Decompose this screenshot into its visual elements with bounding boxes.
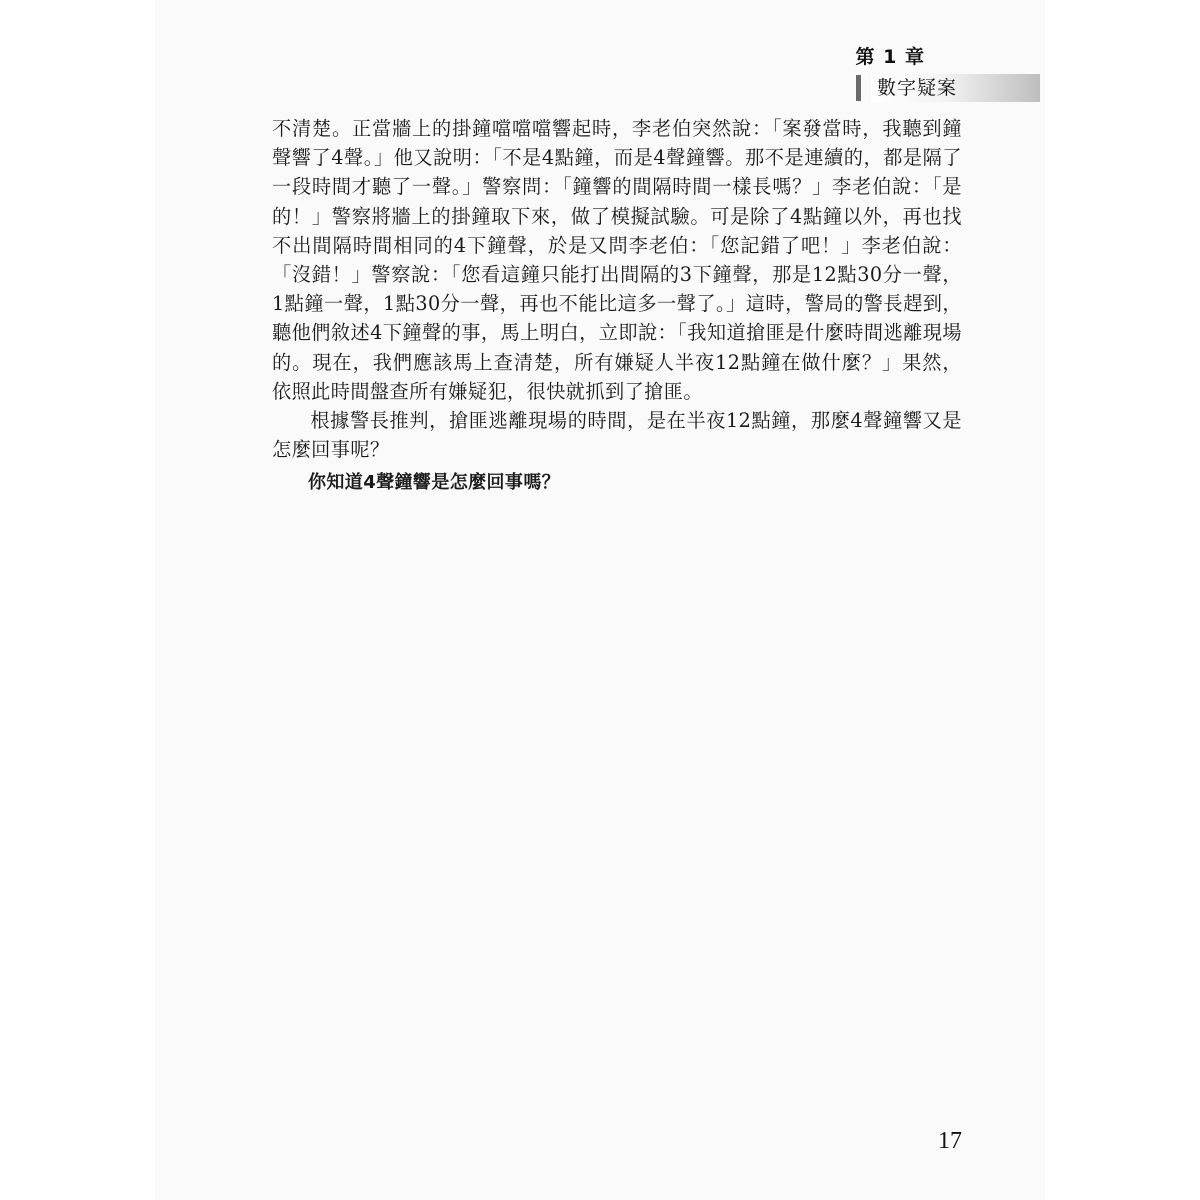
chapter-title: 數字疑案 <box>871 74 1040 102</box>
chapter-title-bar <box>856 74 1040 102</box>
chapter-header <box>840 44 1040 99</box>
paragraph-reasoning: 根據警長推判，搶匪逃離現場的時間，是在半夜12點鐘，那麼4聲鐘響又是怎麼回事呢？ <box>272 409 962 462</box>
chapter-marker <box>856 75 861 101</box>
chapter-number: 第 1 章 <box>855 46 925 68</box>
paragraph-continued: 不清楚。正當牆上的掛鐘噹噹噹響起時，李老伯突然說：「案發當時，我聽到鐘聲響了4聲。」他又說明：「不是4點鐘，而是4聲鐘響。那不是連續的，都是隔了一段時間才聽了一聲。」警察問：「鐘響的間隔時間一樣長嗎？」李老伯說：「是的！」警察將牆上的掛鐘取下來，做了模擬試驗。可是除了4點鐘以外，再也找不出間隔時間相同的4下鐘聲，於是又問李老伯：「您記錯了吧！」李老伯說：「沒錯！」警察說：「您看這鐘只能打出間隔的3下鐘聲，那是12點30分一聲，1點鐘一聲，1點30分一聲，再也不能比這多一聲了。」這時，警局的警長趕到，聽他們敘述4下鐘聲的事，馬上明白，立即說：「我知道搶匪是什麼時間逃離現場的。現在，我們應該馬上查清楚，所有嫌疑人半夜12點鐘在做什麼？」果然，依照此時間盤查所有嫌疑犯，很快就抓到了搶匪。 <box>272 117 962 403</box>
body-text <box>272 114 962 498</box>
question-prompt: 你知道4聲鐘響是怎麼回事嗎？ <box>308 472 561 494</box>
page-number: 17 <box>938 1128 962 1154</box>
